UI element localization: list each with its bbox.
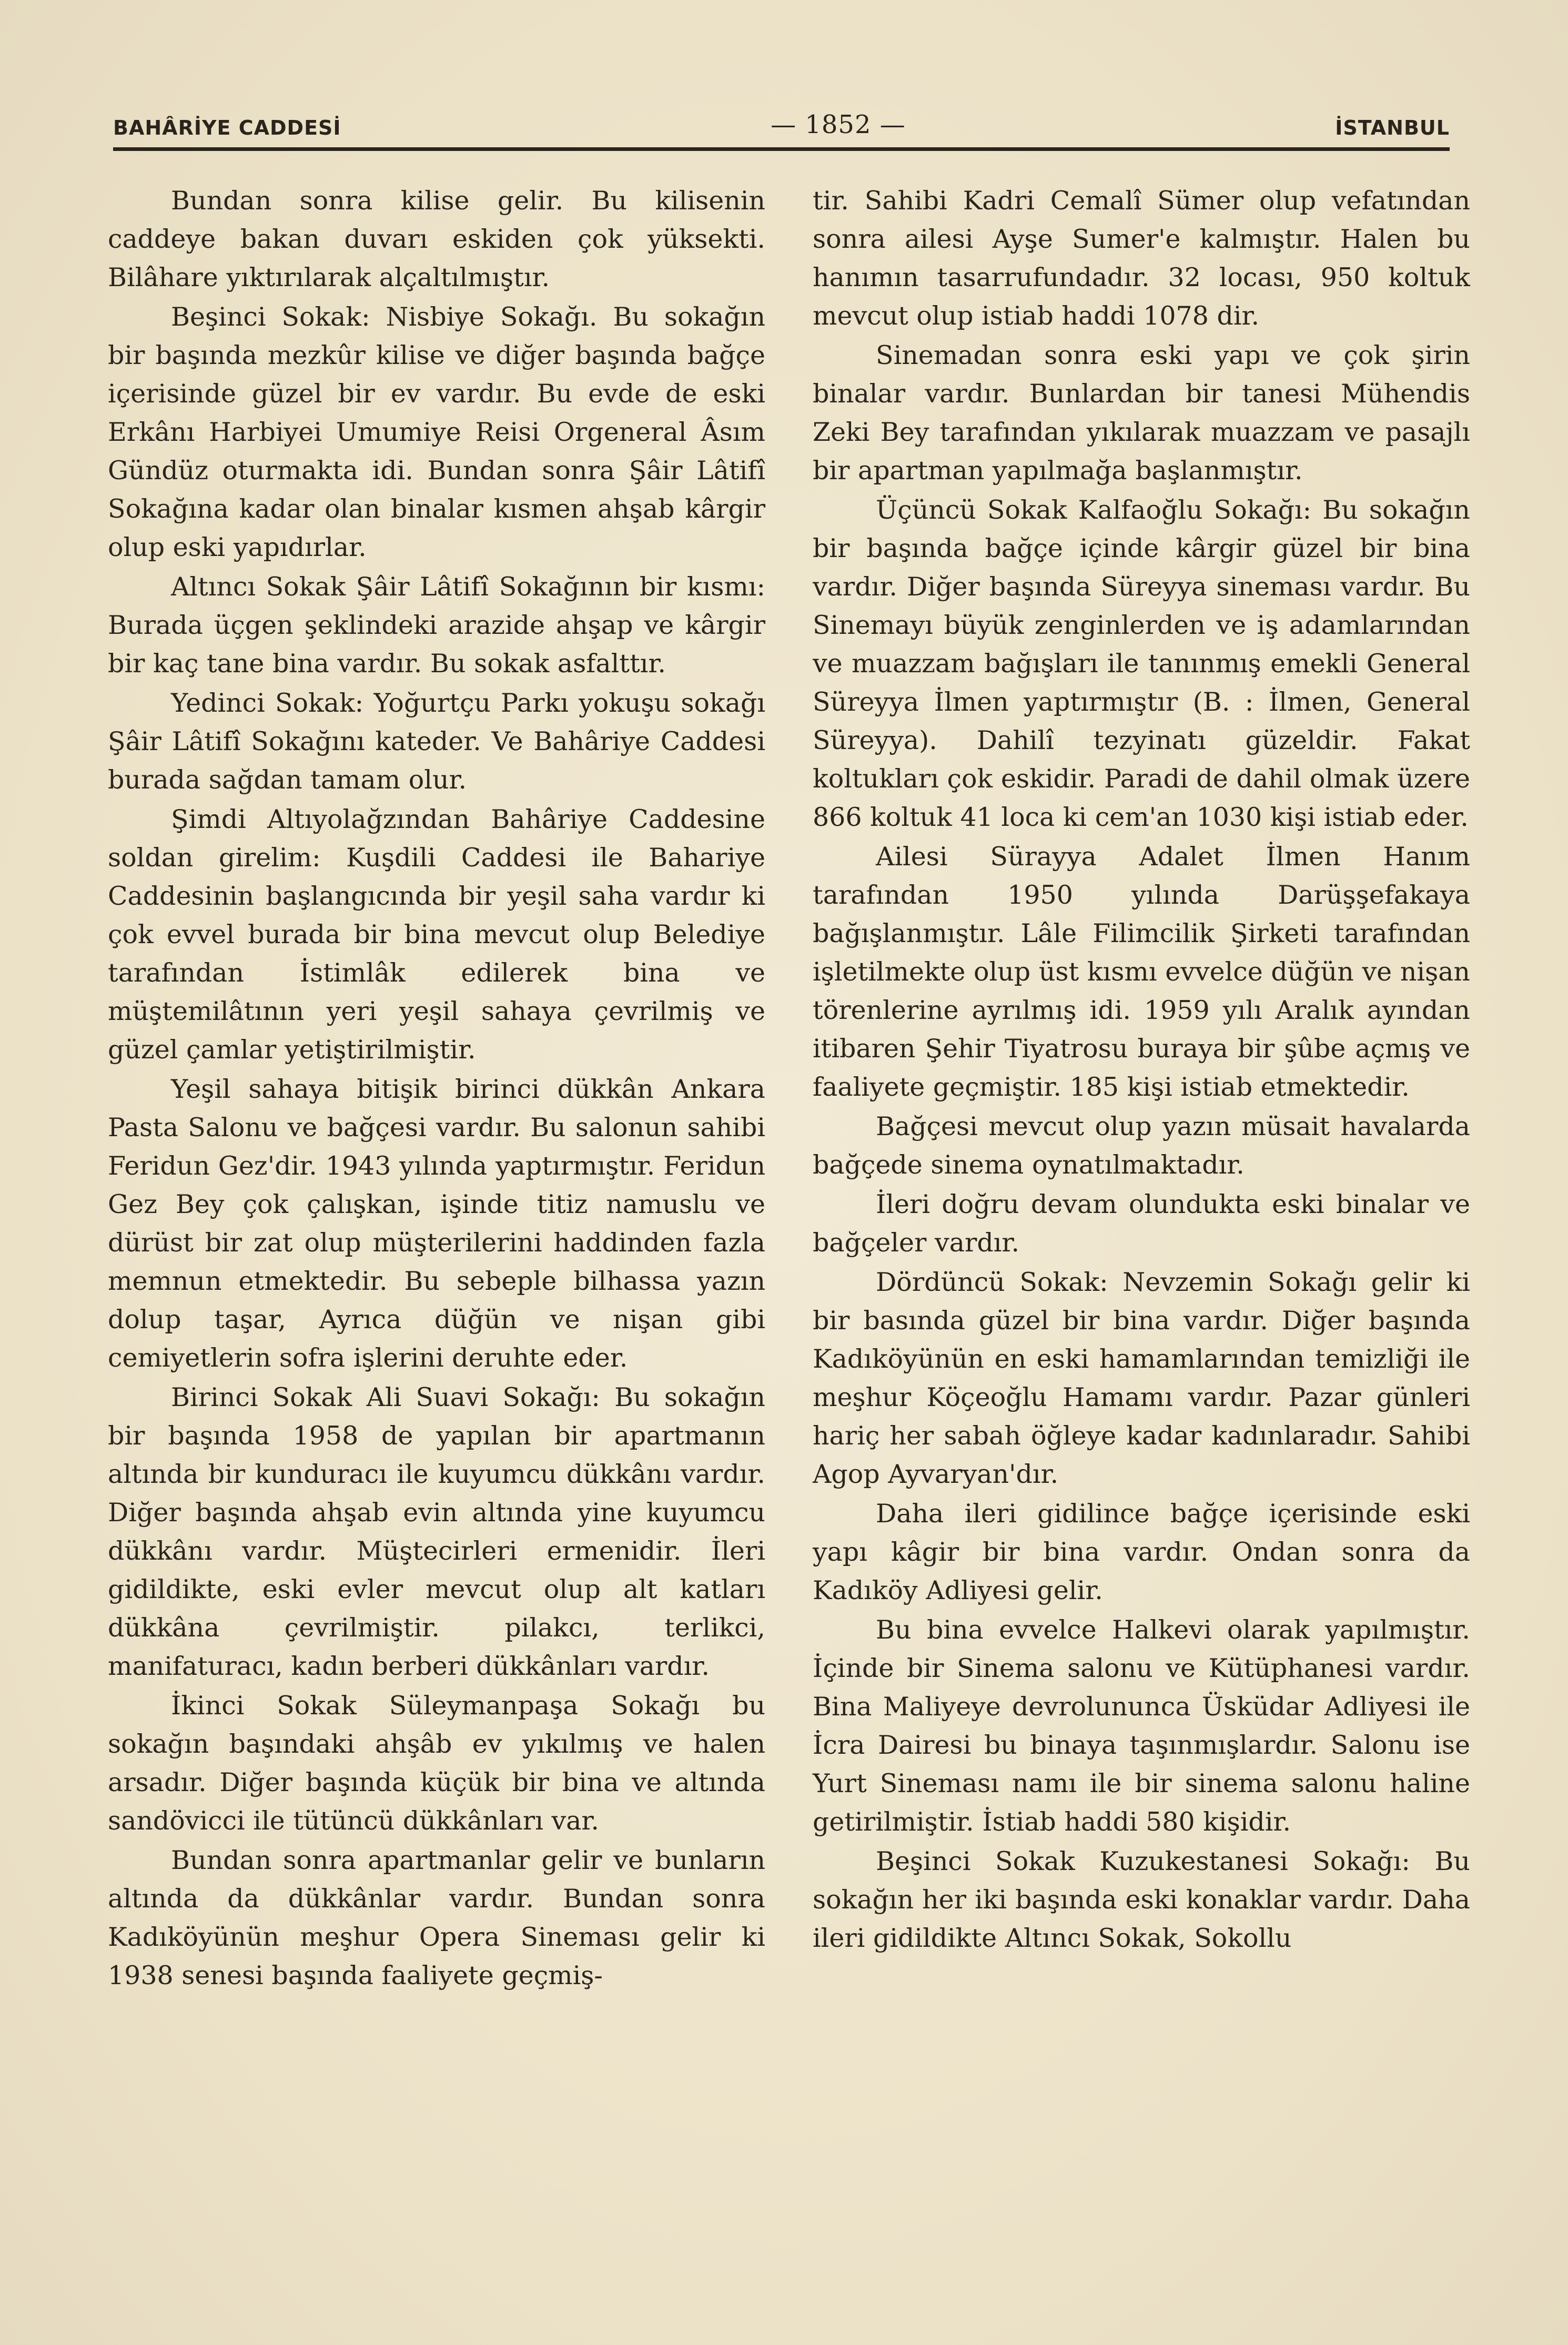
paragraph: İleri doğru devam olundukta eski binalar ve bağçeler vardır. bbox=[813, 1189, 1470, 1258]
right-column bbox=[813, 181, 1470, 1958]
paragraph: Beşinci Sokak: Nisbiye Sokağı. Bu sokağın bir başında mezkûr kilise ve diğer başında bağçe içerisinde güzel bir ev vardır. Bu evde de eski Erkânı Harbiyei Umumiye Reisi Orgeneral Âsım Gündüz oturmakta idi. Bundan sonra Şâir Lâtifî Sokağına kadar olan binalar kısmen ahşab kârgir olup eski yapıdırlar. bbox=[108, 302, 765, 562]
paragraph: Bundan sonra apartmanlar gelir ve bunların altında da dükkânlar vardır. Bundan sonra Kadıköyünün meşhur Opera Sineması gelir ki 1938 senesi başında faaliyete geçmiş- bbox=[108, 1845, 765, 1990]
paragraph-continued: tir. Sahibi Kadri Cemalî Sümer olup vefatından sonra ailesi Ayşe Sumer'e kalmıştır. Halen bu hanımın tasarrufundadır. 32 locası, 950 koltuk mevcut olup istiab haddi 1078 dir. bbox=[813, 186, 1470, 331]
paragraph: Yeşil sahaya bitişik birinci dükkân Ankara Pasta Salonu ve bağçesi vardır. Bu salonun sahibi Feridun Gez'dir. 1943 yılında yaptırmıştır. Feridun Gez Bey çok çalışkan, işinde titiz namuslu ve dürüst bir zat olup müşterilerini haddinden fazla memnun etmektedir. Bu sebeple bilhassa yazın dolup taşar, Ayrıca düğün ve nişan gibi cemiyetlerin sofra işlerini deruhte eder. bbox=[108, 1074, 765, 1373]
paragraph: Sinemadan sonra eski yapı ve çok şirin binalar vardır. Bunlardan bir tanesi Mühendis Zeki Bey tarafından yıkılarak muazzam ve pasajlı bir apartman yapılmağa başlanmıştır. bbox=[813, 340, 1470, 486]
header-section-title: BAHÂRİYE CADDESİ bbox=[113, 116, 341, 139]
paragraph: Ailesi Sürayya Adalet İlmen Hanım tarafından 1950 yılında Darüşşefakaya bağışlanmıştır. Lâle Filimcilik Şirketi tarafından işletilmekte olup üst kısmı evvelce düğün ve nişan törenlerine ayrılmış idi. 1959 yılı Aralık ayından itibaren Şehir Tiyatrosu buraya bir şûbe açmış ve faaliyete geçmiştir. 185 kişi istiab etmektedir. bbox=[813, 842, 1470, 1102]
page-header bbox=[113, 103, 1450, 139]
paragraph: Birinci Sokak Ali Suavi Sokağı: Bu sokağın bir başında 1958 de yapılan bir apartmanın altında bir kunduracı ile kuyumcu dükkânı vardır. Diğer başında ahşab evin altında yine kuyumcu dükkânı vardır. Müştecirleri ermenidir. İleri gidildikte, eski evler mevcut olup alt katları dükkâna çevrilmiştir. pilakcı, terlikci, manifaturacı, kadın berberi dükkânları vardır. bbox=[108, 1382, 765, 1681]
left-column bbox=[108, 181, 765, 1996]
header-volume-title: İSTANBUL bbox=[1335, 116, 1450, 139]
paragraph: Altıncı Sokak Şâir Lâtifî Sokağının bir kısmı: Burada üçgen şeklindeki arazide ahşap ve kârgir bir kaç tane bina vardır. Bu sokak asfalttır. bbox=[108, 572, 765, 679]
paragraph: Yedinci Sokak: Yoğurtçu Parkı yokuşu sokağı Şâir Lâtifî Sokağını kateder. Ve Bahâriye Caddesi burada sağdan tamam olur. bbox=[108, 688, 765, 795]
paragraph: Beşinci Sokak Kuzukestanesi Sokağı: Bu sokağın her iki başında eski konaklar vardır. Daha ileri gidildikte Altıncı Sokak, Sokollu bbox=[813, 1846, 1470, 1953]
paragraph: Daha ileri gidilince bağçe içerisinde eski yapı kâgir bir bina vardır. Ondan sonra da Kadıköy Adliyesi gelir. bbox=[813, 1499, 1470, 1605]
paragraph: Dördüncü Sokak: Nevzemin Sokağı gelir ki bir basında güzel bir bina vardır. Diğer başında Kadıköyünün en eski hamamlarından temizliği ile meşhur Köçeoğlu Hamamı vardır. Pazar günleri hariç her sabah öğleye kadar kadınlaradır. Sahibi Agop Ayvaryan'dır. bbox=[813, 1267, 1470, 1489]
paragraph: Bu bina evvelce Halkevi olarak yapılmıştır. İçinde bir Sinema salonu ve Kütüphanesi vardır. Bina Maliyeye devrolununca Üsküdar Adliyesi ile İcra Dairesi bu binaya taşınmışlardır. Salonu ise Yurt Sineması namı ile bir sinema salonu haline getirilmiştir. İstiab haddi 580 kişidir. bbox=[813, 1615, 1470, 1837]
page-number: — 1852 — bbox=[771, 110, 906, 139]
header-rule bbox=[113, 147, 1450, 151]
paragraph: Bağçesi mevcut olup yazın müsait havalarda bağçede sinema oynatılmaktadır. bbox=[813, 1111, 1470, 1180]
paragraph: İkinci Sokak Süleymanpaşa Sokağı bu sokağın başındaki ahşâb ev yıkılmış ve halen arsadır. Diğer başında küçük bir bina ve altında sandövicci ile tütüncü dükkânları var. bbox=[108, 1691, 765, 1836]
paragraph: Bundan sonra kilise gelir. Bu kilisenin caddeye bakan duvarı eskiden çok yüksekti. Bilâhare yıktırılarak alçaltılmıştır. bbox=[108, 186, 765, 292]
paragraph: Şimdi Altıyolağzından Bahâriye Caddesine soldan girelim: Kuşdili Caddesi ile Bahariye Caddesinin başlangıcında bir yeşil saha vardır ki çok evvel burada bir bina mevcut olup Belediye tarafından İstimlâk edilerek bina ve müştemilâtının yeri yeşil sahaya çevrilmiş ve güzel çamlar yetiştirilmiştir. bbox=[108, 804, 765, 1065]
paragraph: Üçüncü Sokak Kalfaoğlu Sokağı: Bu sokağın bir başında bağçe içinde kârgir güzel bir bina vardır. Diğer başında Süreyya sineması vardır. Bu Sinemayı büyük zenginlerden ve iş adamlarından ve muazzam bağışları ile tanınmış emekli General Süreyya İlmen yaptırmıştır (B. : İlmen, General Süreyya). Dahilî tezyinatı güzeldir. Fakat koltukları çok eskidir. Paradi de dahil olmak üzere 866 koltuk 41 loca ki cem'an 1030 kişi istiab eder. bbox=[813, 495, 1470, 832]
